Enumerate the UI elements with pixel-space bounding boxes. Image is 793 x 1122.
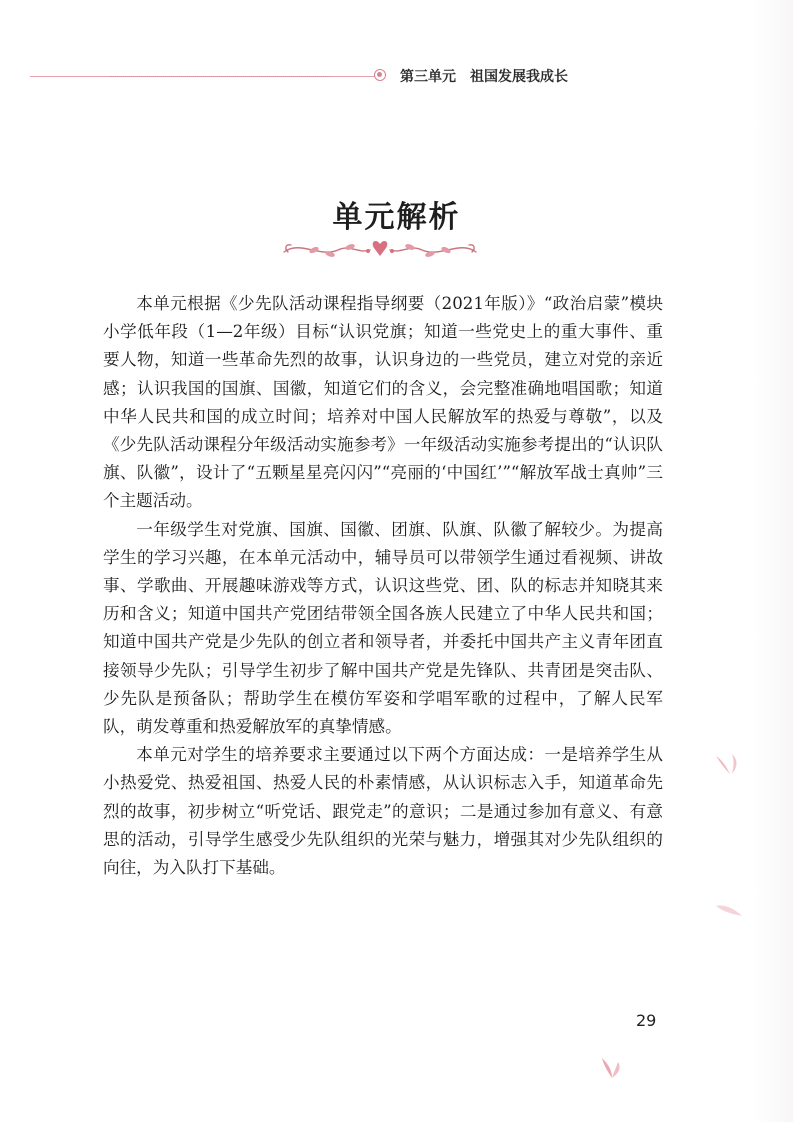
petal-icon [712, 752, 744, 778]
header-rule [30, 76, 375, 77]
header-text [400, 66, 568, 86]
paragraph-2: 一年级学生对党旗、国旗、国徽、团旗、队旗、队徽了解较少。为提高学生的学习兴趣，在本单元活动中，辅导员可以带领学生通过看视频、讲故事、学歌曲、开展趣味游戏等方式，认识这些党、团、队的标志并知晓其来历和含义；知道中国共产党团结带领全国各族人民建立了中华人民共和国；知道中国共产党是少先队的创立者和领导者，并委托中国共产主义青年团直接领导少先队；引导学生初步了解中国共产党是先锋队、共青团是突击队、少先队是预备队；帮助学生在模仿军姿和学唱军歌的过程中，了解人民军队，萌发尊重和热爱解放军的真挚情感。 [103, 519, 663, 737]
petal-icon [596, 1054, 626, 1082]
running-header [0, 64, 793, 88]
body-content [103, 290, 663, 882]
header-unit: 第三单元 [400, 69, 456, 85]
petal-icon [714, 900, 744, 922]
header-unit-title: 祖国发展我成长 [470, 69, 568, 85]
page-number: 29 [636, 1011, 657, 1030]
page-title: 单元解析 [332, 200, 461, 235]
paragraph-3: 本单元对学生的培养要求主要通过以下两个方面达成：一是培养学生从小热爱党、热爱祖国、热爱人民的朴素情感，从认识标志入手，知道革命先烈的故事，初步树立“听党话、跟党走”的意识；二是通过参加有意义、有意思的活动，引导学生感受少先队组织的光荣与魅力，增强其对少先队组织的向往，为入队打下基础。 [103, 745, 663, 878]
header-circle-icon [374, 69, 386, 81]
page-edge-shadow [753, 0, 793, 1122]
floral-ornament-icon [280, 234, 480, 264]
paragraph-1: 本单元根据《少先队活动课程指导纲要（2021年版）》“政治启蒙”模块小学低年段（1—2年级）目标“认识党旗；知道一些党史上的重大事件、重要人物，知道一些革命先烈的故事，认识身边的一些党员，建立对党的亲近感；认识我国的国旗、国徽，知道它们的含义，会完整准确地唱国歌；知道中华人民共和国的成立时间；培养对中国人民解放军的热爱与尊敬”，以及《少先队活动课程分年级活动实施参考》一年级活动实施参考提出的“认识队旗、队徽”，设计了“五颗星星亮闪闪”“亮丽的‘中国红’”“解放军战士真帅”三个主题活动。 [103, 294, 663, 511]
